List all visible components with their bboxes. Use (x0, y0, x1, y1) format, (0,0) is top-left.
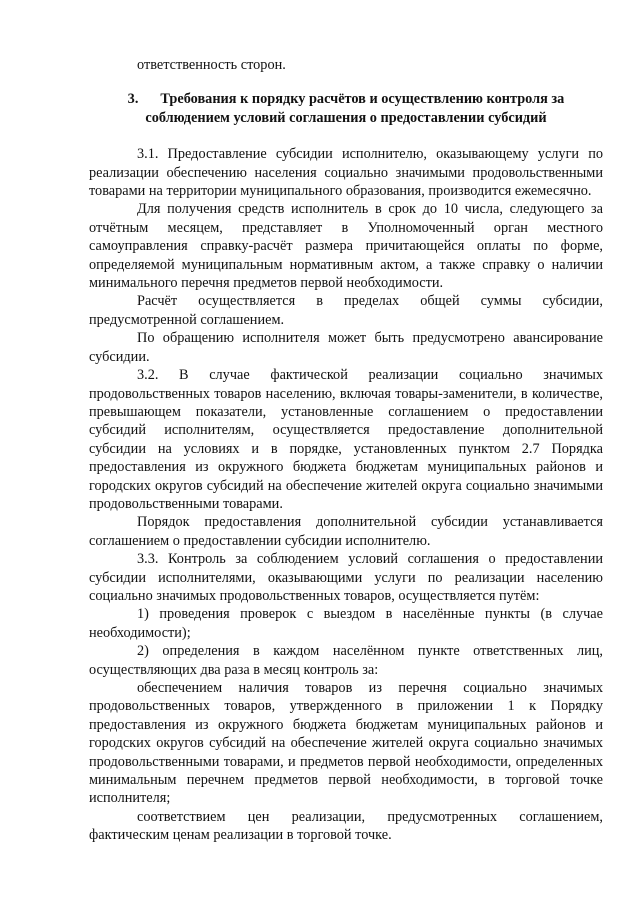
paragraph-availability: обеспечением наличия товаров из перечня социально значимых продовольственных товаров, утвержденного в приложении 1 к Порядку предоставления из окружного бюджета бюджетам муниципальных районов и городских округов субсидий на обеспечение жителей округа социально значимых продовольственными товарами, и предметов первой необходимости, определенных минимальным перечнем предметов первой необходимости, в торговой точке исполнителя; (89, 680, 603, 807)
intro-fragment: ответственность сторон. (137, 57, 286, 73)
paragraph-additional-subsidy: Порядок предоставления дополнительной субсидии устанавливается соглашением о предоставлении субсидии исполнителю. (89, 514, 603, 549)
paragraph-3-3: 3.3. Контроль за соблюдением условий соглашения о предоставлении субсидии исполнителями, оказывающими услуги по реализации населению социально значимых продовольственных товаров, осуществляется путём: (89, 551, 603, 604)
section-title-text1: Требования к порядку расчётов и осуществлению контроля за (160, 91, 565, 108)
paragraph-3-2: 3.2. В случае фактической реализации социально значимых продовольственных товаров населению, включая товары-заменители, в количестве, превышающем показатели, установленные соглашением о предоставлении субсидий исполнителям, осуществляется предоставление дополнительной субсидии на условиях и в порядке, установленных пунктом 2.7 Порядка предоставления из окружного бюджета бюджетам муниципальных районов и городских округов субсидий на обеспечение жителей округа социально значимыми продовольственными товарами. (89, 367, 603, 512)
paragraph-calculation: Расчёт осуществляется в пределах общей суммы субсидии, предусмотренной соглашением. (89, 293, 603, 328)
paragraph-3-1: 3.1. Предоставление субсидии исполнителю, оказывающему услуги по реализации обеспечению населения социально значимыми продовольственными товарами на территории муниципального образования, производится ежемесячно. (89, 146, 603, 200)
paragraph-item-2: 2) определения в каждом населённом пункте ответственных лиц, осуществляющих два раза в месяц контроль за: (89, 643, 603, 678)
section-title-line1 (89, 90, 603, 108)
section-title-line2: соблюдением условий соглашения о предоставлении субсидий (145, 109, 547, 126)
paragraph-advance: По обращению исполнителя может быть предусмотрено авансирование субсидии. (89, 330, 603, 365)
paragraph-item-1: 1) проведения проверок с выездом в населённые пункты (в случае необходимости); (89, 606, 603, 641)
section-number: 3. (127, 91, 139, 108)
section-heading (89, 90, 603, 127)
document-page (89, 56, 603, 845)
paragraph-price-compliance: соответствием цен реализации, предусмотренных соглашением, фактическим ценам реализации в торговой точке. (89, 808, 603, 844)
paragraph-funds-request: Для получения средств исполнитель в срок до 10 числа, следующего за отчётным месяцем, представляет в Уполномоченный орган местного самоуправления справку-расчёт размера причитающейся оплаты по форме, определяемой муниципальным нормативным актом, а также справку о наличии минимального перечня предметов первой необходимости. (89, 201, 603, 292)
